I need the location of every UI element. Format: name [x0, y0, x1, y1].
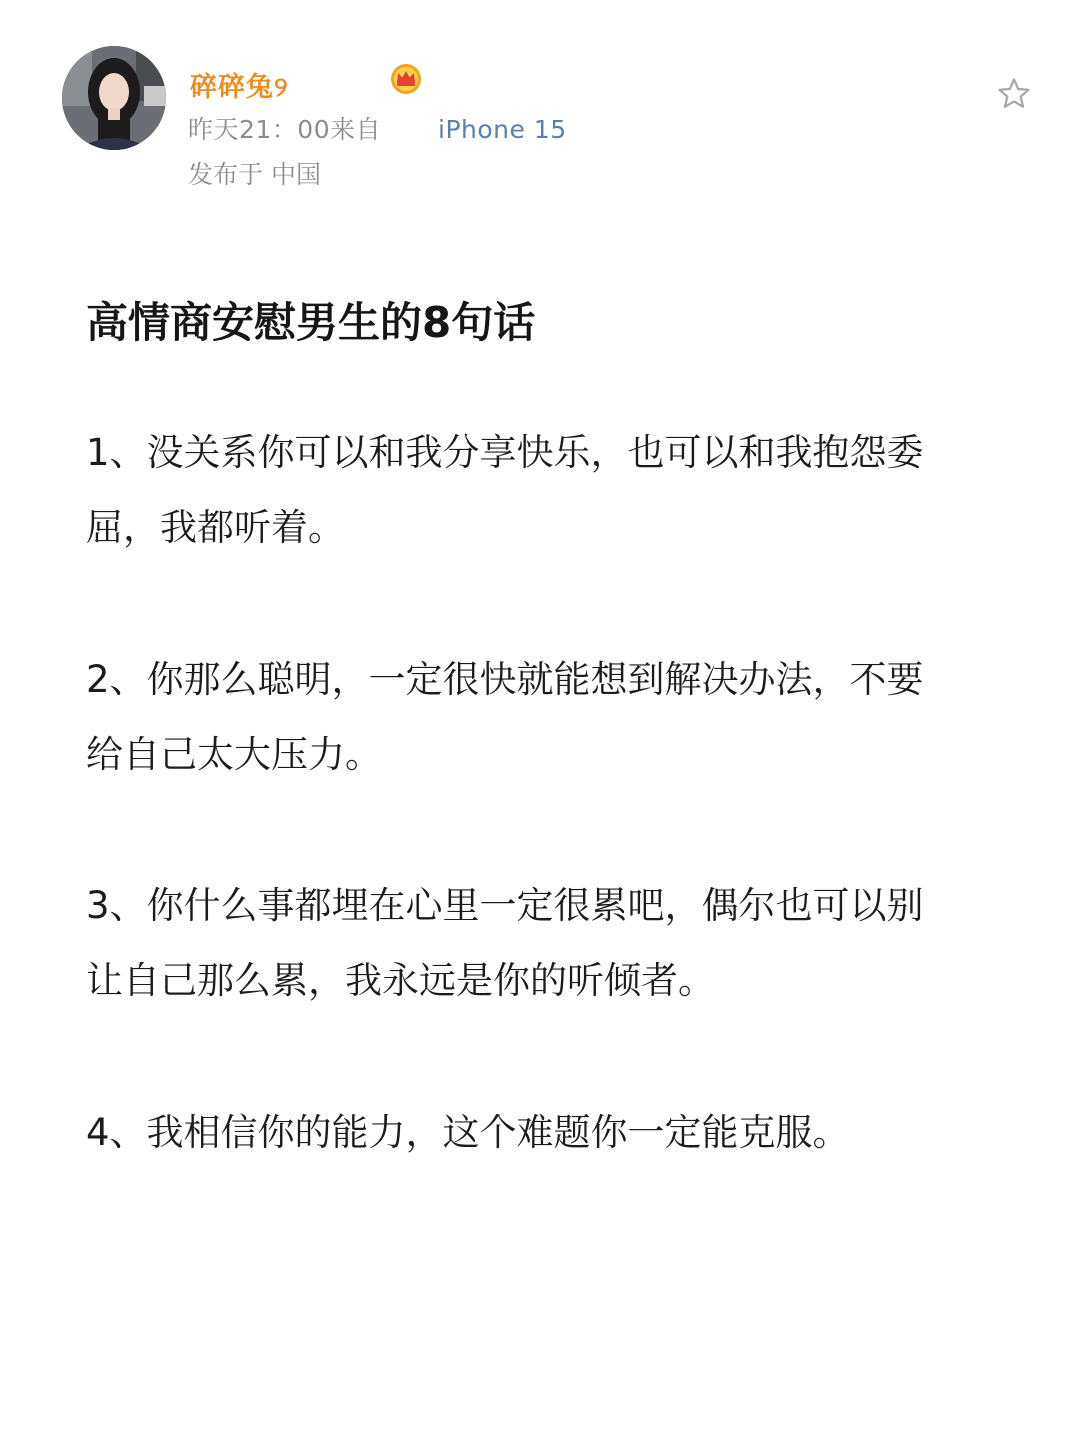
article-paragraph [86, 1095, 986, 1170]
avatar-photo [62, 46, 166, 150]
crown-icon[interactable] [389, 62, 423, 96]
post-header [0, 0, 1080, 210]
post-time: 昨天21：00来自 [188, 115, 382, 144]
paragraph-line: 屈，我都听着。 [86, 506, 345, 549]
paragraph-line: 给自己太大压力。 [86, 733, 382, 776]
post-location: 发布于 中国 [188, 160, 321, 189]
paragraph-line: 2、你那么聪明，一定很快就能想到解决办法，不要 [86, 658, 924, 701]
article-title: 高情商安慰男生的8句话 [86, 298, 536, 347]
post-meta [188, 113, 567, 147]
article-paragraph [86, 415, 986, 565]
avatar[interactable] [62, 46, 166, 150]
star-outline-icon[interactable] [996, 76, 1032, 112]
device-link[interactable]: iPhone 15 [438, 115, 567, 144]
article-paragraph [86, 868, 986, 1018]
paragraph-line: 让自己那么累，我永远是你的听倾者。 [86, 959, 715, 1002]
paragraph-line: 4、我相信你的能力，这个难题你一定能克服。 [86, 1111, 850, 1154]
author-name[interactable]: 碎碎兔୨ [190, 72, 289, 103]
paragraph-line: 3、你什么事都埋在心里一定很累吧，偶尔也可以别 [86, 884, 924, 927]
paragraph-line: 1、没关系你可以和我分享快乐，也可以和我抱怨委 [86, 431, 924, 474]
article-paragraph [86, 642, 986, 792]
